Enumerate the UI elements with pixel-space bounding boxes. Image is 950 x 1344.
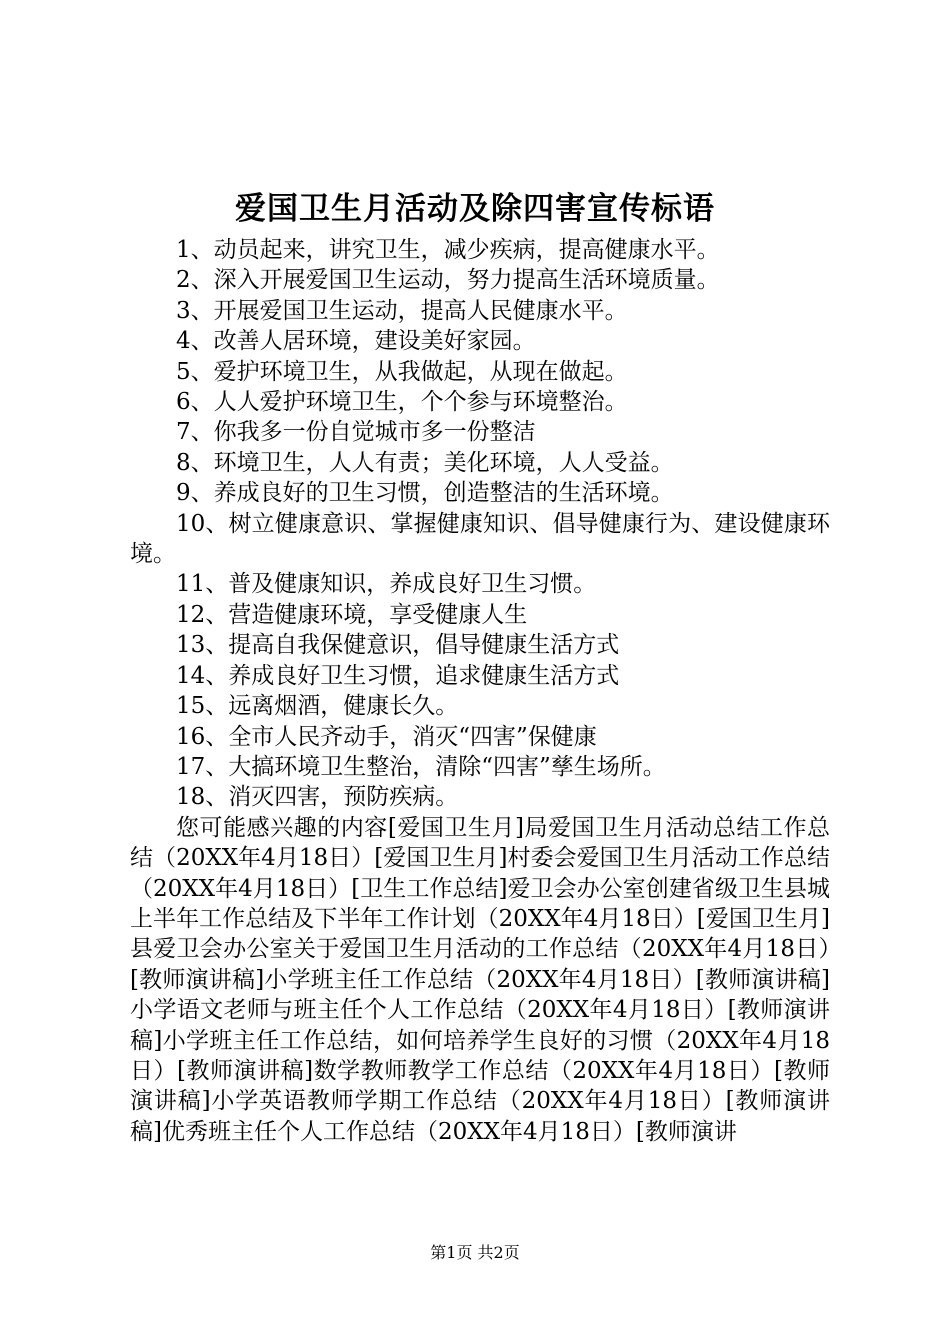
slogan-item-13: 13、提高自我保健意识，倡导健康生活方式 <box>176 632 620 659</box>
related-content-paragraph: 您可能感兴趣的内容[爱国卫生月]局爱国卫生月活动总结工作总结（20XX年4月18日）[爱国卫生月]村委会爱国卫生月活动工作总结（20XX年4月18日）[卫生工作总结]爱卫会办公室创建省级卫生县城上半年工作总结及下半年工作计划（20XX年4月18日）[爱国卫生月]县爱卫会办公室关于爱国卫生月活动的工作总结（20XX年4月18日）[教师演讲稿]小学班主任工作总结（20XX年4月18日）[教师演讲稿]小学语文老师与班主任个人工作总结（20XX年4月18日）[教师演讲稿]小学班主任工作总结，如何培养学生良好的习惯（20XX年4月18日）[教师演讲稿]数学教师教学工作总结（20XX年4月18日）[教师演讲稿]小学英语教师学期工作总结（20XX年4月18日）[教师演讲稿]优秀班主任个人工作总结（20XX年4月18日）[教师演讲 <box>130 814 830 1145</box>
slogan-item-16: 16、全市人民齐动手，消灭“四害”保健康 <box>176 723 597 750</box>
slogan-item-5: 5、爱护环境卫生，从我做起，从现在做起。 <box>176 358 628 385</box>
slogan-item-18: 18、消灭四害，预防疾病。 <box>176 784 459 811</box>
slogan-item-10: 10、树立健康意识、掌握健康知识、倡导健康行为、建设健康环境。 <box>130 510 830 568</box>
slogan-item-8: 8、环境卫生，人人有责；美化环境，人人受益。 <box>176 449 674 476</box>
slogan-item-7: 7、你我多一份自觉城市多一份整洁 <box>176 419 536 446</box>
slogan-item-9: 9、养成良好的卫生习惯，创造整洁的生活环境。 <box>176 480 674 507</box>
slogan-item-15: 15、远离烟酒，健康长久。 <box>176 693 459 720</box>
slogan-item-1: 1、动员起来，讲究卫生，减少疾病，提高健康水平。 <box>176 237 720 263</box>
slogan-item-3: 3、开展爱国卫生运动，提高人民健康水平。 <box>176 297 628 324</box>
slogan-item-11: 11、普及健康知识，养成良好卫生习惯。 <box>176 571 597 598</box>
document-body <box>130 235 830 1147</box>
page-footer: 第1页 共2页 <box>430 1243 520 1262</box>
slogan-item-6: 6、人人爱护环境卫生，个个参与环境整治。 <box>176 389 628 416</box>
slogan-item-2: 2、深入开展爱国卫生运动，努力提高生活环境质量。 <box>176 267 720 294</box>
slogan-item-17: 17、大搞环境卫生整治，清除“四害”孳生场所。 <box>176 753 666 780</box>
slogan-item-12: 12、营造健康环境，享受健康人生 <box>176 601 528 628</box>
document-title: 爱国卫生月活动及除四害宣传标语 <box>235 191 715 227</box>
slogan-item-14: 14、养成良好卫生习惯，追求健康生活方式 <box>176 662 620 689</box>
slogan-item-4: 4、改善人居环境，建设美好家园。 <box>176 328 536 355</box>
